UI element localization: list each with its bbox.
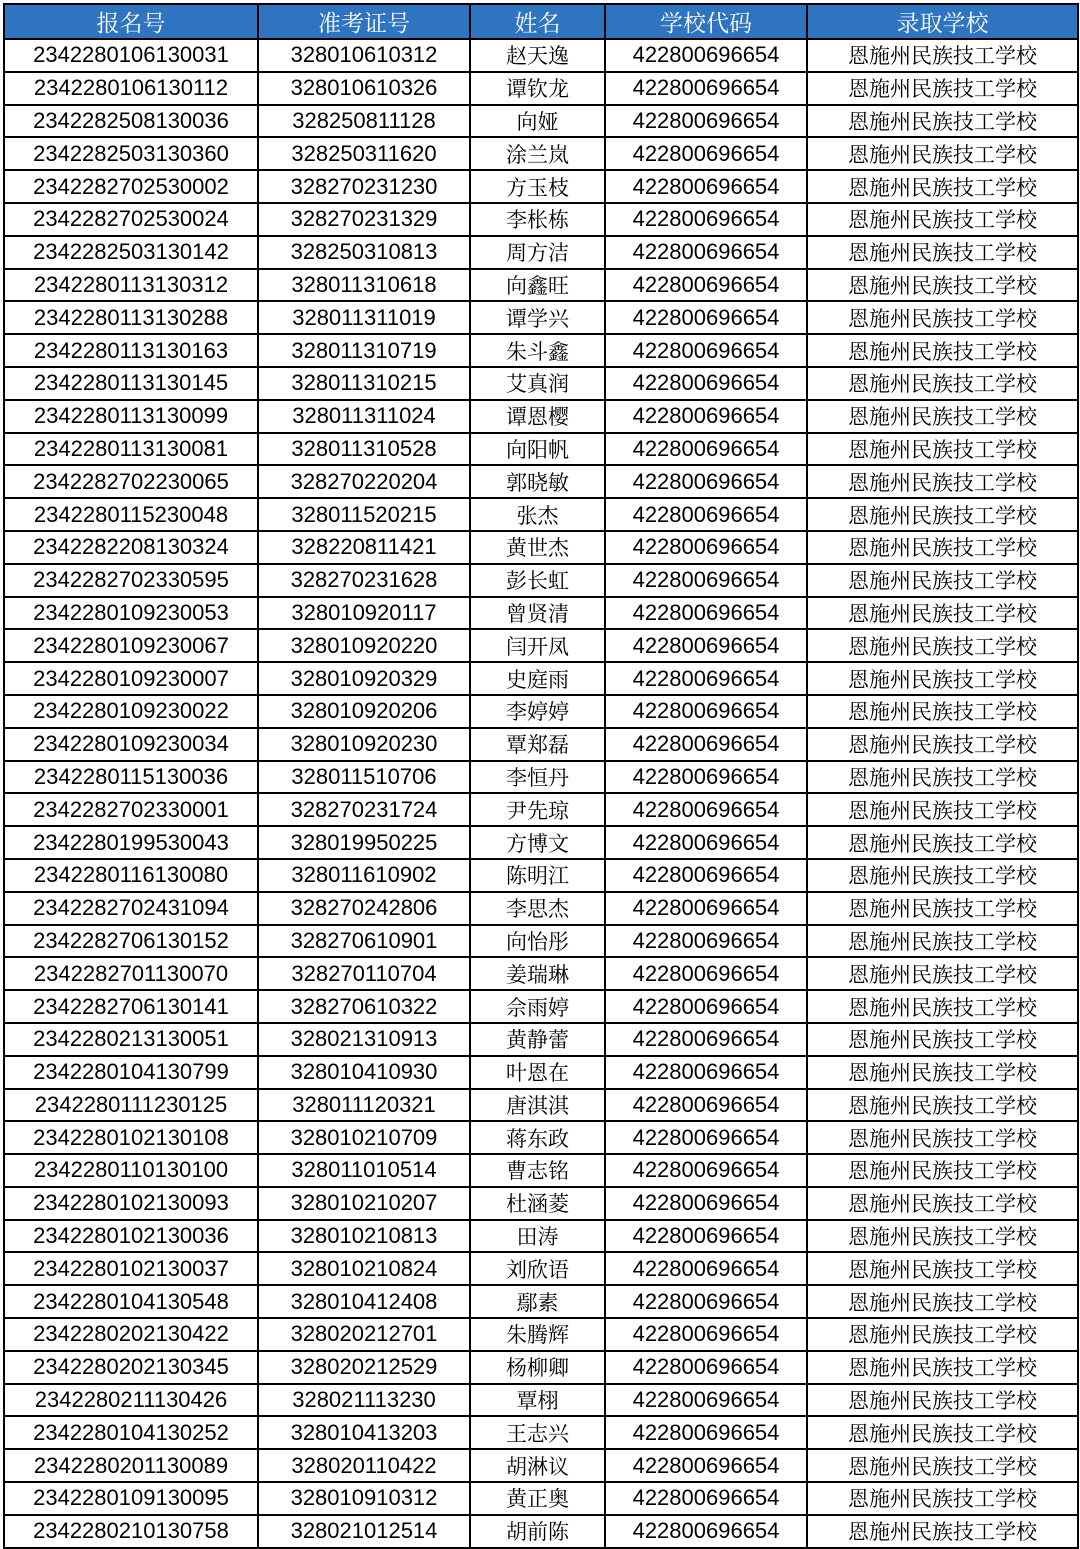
header-name: 姓名 [470,4,605,39]
ticket-number-cell: 328270231230 [258,170,470,203]
table-row [4,170,1078,203]
registration-number-cell: 2342280104130548 [4,1285,258,1318]
school-name-cell: 恩施州民族技工学校 [807,1515,1078,1548]
school-name-cell: 恩施州民族技工学校 [807,137,1078,170]
ticket-number-cell: 328011310719 [258,334,470,367]
student-name-cell: 胡淋议 [470,1449,605,1482]
student-name-cell: 谭恩樱 [470,400,605,433]
registration-number-cell: 2342280109230022 [4,695,258,728]
student-name-cell: 向阳帆 [470,433,605,466]
table-row [4,367,1078,400]
ticket-number-cell: 328011010514 [258,1154,470,1187]
school-code-cell: 422800696654 [605,170,807,203]
student-name-cell: 曾贤清 [470,597,605,630]
school-name-cell: 恩施州民族技工学校 [807,1056,1078,1089]
student-name-cell: 李恒丹 [470,761,605,794]
ticket-number-cell: 328021310913 [258,1023,470,1056]
registration-number-cell: 2342280102130037 [4,1252,258,1285]
school-code-cell: 422800696654 [605,1449,807,1482]
ticket-number-cell: 328011311024 [258,400,470,433]
student-name-cell: 尹先琼 [470,793,605,826]
ticket-number-cell: 328010410930 [258,1056,470,1089]
registration-number-cell: 2342280202130345 [4,1351,258,1384]
table-row [4,1023,1078,1056]
table-row [4,1318,1078,1351]
ticket-number-cell: 328010210709 [258,1121,470,1154]
header-school-code: 学校代码 [605,4,807,39]
school-name-cell: 恩施州民族技工学校 [807,564,1078,597]
school-code-cell: 422800696654 [605,1089,807,1122]
school-code-cell: 422800696654 [605,105,807,138]
student-name-cell: 李婷婷 [470,695,605,728]
table-row [4,433,1078,466]
school-name-cell: 恩施州民族技工学校 [807,662,1078,695]
ticket-number-cell: 328010610326 [258,72,470,105]
school-name-cell: 恩施州民族技工学校 [807,1023,1078,1056]
school-code-cell: 422800696654 [605,1154,807,1187]
header-registration-number: 报名号 [4,4,258,39]
school-name-cell: 恩施州民族技工学校 [807,1449,1078,1482]
admission-table [3,3,1079,1549]
registration-number-cell: 2342282701130070 [4,957,258,990]
table-body [4,39,1078,1548]
registration-number-cell: 2342280115230048 [4,498,258,531]
table-header-row [4,4,1078,39]
school-code-cell: 422800696654 [605,531,807,564]
ticket-number-cell: 328011311019 [258,301,470,334]
student-name-cell: 覃栩 [470,1384,605,1417]
student-name-cell: 王志兴 [470,1416,605,1449]
table-row [4,728,1078,761]
school-code-cell: 422800696654 [605,367,807,400]
registration-number-cell: 2342280213130051 [4,1023,258,1056]
school-name-cell: 恩施州民族技工学校 [807,728,1078,761]
table-row [4,925,1078,958]
ticket-number-cell: 328010610312 [258,39,470,72]
table-row [4,1121,1078,1154]
ticket-number-cell: 328270242806 [258,892,470,925]
table-row [4,301,1078,334]
student-name-cell: 蒋东政 [470,1121,605,1154]
school-name-cell: 恩施州民族技工学校 [807,433,1078,466]
registration-number-cell: 2342280113130145 [4,367,258,400]
ticket-number-cell: 328270610901 [258,925,470,958]
school-code-cell: 422800696654 [605,1220,807,1253]
registration-number-cell: 2342280199530043 [4,826,258,859]
registration-number-cell: 2342282208130324 [4,531,258,564]
school-code-cell: 422800696654 [605,1023,807,1056]
ticket-number-cell: 328250811128 [258,105,470,138]
registration-number-cell: 2342282702230065 [4,465,258,498]
student-name-cell: 艾真润 [470,367,605,400]
ticket-number-cell: 328021113230 [258,1384,470,1417]
table-row [4,957,1078,990]
registration-number-cell: 2342280210130758 [4,1515,258,1548]
table-row [4,1351,1078,1384]
school-code-cell: 422800696654 [605,1056,807,1089]
table-row [4,1416,1078,1449]
school-name-cell: 恩施州民族技工学校 [807,1482,1078,1515]
table-row [4,105,1078,138]
ticket-number-cell: 328021012514 [258,1515,470,1548]
school-code-cell: 422800696654 [605,662,807,695]
ticket-number-cell: 328010412408 [258,1285,470,1318]
registration-number-cell: 2342282503130142 [4,236,258,269]
table-row [4,859,1078,892]
table-row [4,1252,1078,1285]
student-name-cell: 朱腾辉 [470,1318,605,1351]
school-code-cell: 422800696654 [605,1187,807,1220]
ticket-number-cell: 328270231628 [258,564,470,597]
ticket-number-cell: 328011520215 [258,498,470,531]
header-admission-ticket-number: 准考证号 [258,4,470,39]
school-name-cell: 恩施州民族技工学校 [807,761,1078,794]
student-name-cell: 黄静蕾 [470,1023,605,1056]
ticket-number-cell: 328011120321 [258,1089,470,1122]
student-name-cell: 谭学兴 [470,301,605,334]
registration-number-cell: 2342282508130036 [4,105,258,138]
ticket-number-cell: 328270610322 [258,990,470,1023]
school-name-cell: 恩施州民族技工学校 [807,1089,1078,1122]
school-name-cell: 恩施州民族技工学校 [807,892,1078,925]
school-name-cell: 恩施州民族技工学校 [807,957,1078,990]
ticket-number-cell: 328010920117 [258,597,470,630]
registration-number-cell: 2342282702530002 [4,170,258,203]
ticket-number-cell: 328010910312 [258,1482,470,1515]
student-name-cell: 闫开凤 [470,629,605,662]
student-name-cell: 佘雨婷 [470,990,605,1023]
registration-number-cell: 2342280109230007 [4,662,258,695]
registration-number-cell: 2342280109130095 [4,1482,258,1515]
school-code-cell: 422800696654 [605,957,807,990]
table-row [4,1515,1078,1548]
school-name-cell: 恩施州民族技工学校 [807,629,1078,662]
school-name-cell: 恩施州民族技工学校 [807,301,1078,334]
school-code-cell: 422800696654 [605,137,807,170]
school-name-cell: 恩施州民族技工学校 [807,498,1078,531]
registration-number-cell: 2342280201130089 [4,1449,258,1482]
student-name-cell: 陈明江 [470,859,605,892]
school-code-cell: 422800696654 [605,1482,807,1515]
table-row [4,72,1078,105]
school-code-cell: 422800696654 [605,72,807,105]
admission-list [3,3,1077,1549]
school-name-cell: 恩施州民族技工学校 [807,105,1078,138]
student-name-cell: 唐淇淇 [470,1089,605,1122]
student-name-cell: 赵天逸 [470,39,605,72]
registration-number-cell: 2342280116130080 [4,859,258,892]
school-code-cell: 422800696654 [605,695,807,728]
school-name-cell: 恩施州民族技工学校 [807,334,1078,367]
school-name-cell: 恩施州民族技工学校 [807,1220,1078,1253]
table-row [4,203,1078,236]
school-code-cell: 422800696654 [605,301,807,334]
registration-number-cell: 2342280104130799 [4,1056,258,1089]
student-name-cell: 向怡彤 [470,925,605,958]
table-row [4,1482,1078,1515]
school-code-cell: 422800696654 [605,1384,807,1417]
school-name-cell: 恩施州民族技工学校 [807,367,1078,400]
registration-number-cell: 2342280113130099 [4,400,258,433]
school-code-cell: 422800696654 [605,1515,807,1548]
ticket-number-cell: 328270231329 [258,203,470,236]
school-code-cell: 422800696654 [605,1121,807,1154]
table-row [4,1089,1078,1122]
school-code-cell: 422800696654 [605,1285,807,1318]
table-row [4,761,1078,794]
registration-number-cell: 2342282702330595 [4,564,258,597]
ticket-number-cell: 328010920220 [258,629,470,662]
school-code-cell: 422800696654 [605,203,807,236]
ticket-number-cell: 328020212529 [258,1351,470,1384]
ticket-number-cell: 328011310528 [258,433,470,466]
school-code-cell: 422800696654 [605,892,807,925]
table-row [4,597,1078,630]
school-name-cell: 恩施州民族技工学校 [807,1351,1078,1384]
student-name-cell: 李思杰 [470,892,605,925]
school-code-cell: 422800696654 [605,1252,807,1285]
student-name-cell: 周方洁 [470,236,605,269]
school-name-cell: 恩施州民族技工学校 [807,695,1078,728]
school-code-cell: 422800696654 [605,1351,807,1384]
student-name-cell: 胡前陈 [470,1515,605,1548]
student-name-cell: 姜瑞琳 [470,957,605,990]
student-name-cell: 杜涵菱 [470,1187,605,1220]
ticket-number-cell: 328011610902 [258,859,470,892]
student-name-cell: 田涛 [470,1220,605,1253]
ticket-number-cell: 328010920329 [258,662,470,695]
table-row [4,1449,1078,1482]
school-name-cell: 恩施州民族技工学校 [807,1384,1078,1417]
school-name-cell: 恩施州民族技工学校 [807,793,1078,826]
student-name-cell: 史庭雨 [470,662,605,695]
table-row [4,137,1078,170]
student-name-cell: 谭钦龙 [470,72,605,105]
school-code-cell: 422800696654 [605,761,807,794]
table-row [4,662,1078,695]
student-name-cell: 方博文 [470,826,605,859]
school-code-cell: 422800696654 [605,990,807,1023]
student-name-cell: 朱斗鑫 [470,334,605,367]
school-name-cell: 恩施州民族技工学校 [807,826,1078,859]
ticket-number-cell: 328010210207 [258,1187,470,1220]
student-name-cell: 鄢素 [470,1285,605,1318]
school-code-cell: 422800696654 [605,39,807,72]
student-name-cell: 郭晓敏 [470,465,605,498]
student-name-cell: 涂兰岚 [470,137,605,170]
registration-number-cell: 2342280102130108 [4,1121,258,1154]
table-row [4,1384,1078,1417]
school-code-cell: 422800696654 [605,728,807,761]
registration-number-cell: 2342280102130036 [4,1220,258,1253]
student-name-cell: 彭长虹 [470,564,605,597]
registration-number-cell: 2342280113130163 [4,334,258,367]
table-row [4,400,1078,433]
ticket-number-cell: 328010920206 [258,695,470,728]
school-code-cell: 422800696654 [605,498,807,531]
student-name-cell: 杨柳卿 [470,1351,605,1384]
registration-number-cell: 2342282706130152 [4,925,258,958]
school-name-cell: 恩施州民族技工学校 [807,39,1078,72]
ticket-number-cell: 328270110704 [258,957,470,990]
school-name-cell: 恩施州民族技工学校 [807,1154,1078,1187]
registration-number-cell: 2342280106130031 [4,39,258,72]
ticket-number-cell: 328011310215 [258,367,470,400]
registration-number-cell: 2342280211130426 [4,1384,258,1417]
registration-number-cell: 2342280104130252 [4,1416,258,1449]
school-name-cell: 恩施州民族技工学校 [807,203,1078,236]
ticket-number-cell: 328270231724 [258,793,470,826]
student-name-cell: 叶恩在 [470,1056,605,1089]
table-row [4,1285,1078,1318]
school-name-cell: 恩施州民族技工学校 [807,170,1078,203]
ticket-number-cell: 328250310813 [258,236,470,269]
ticket-number-cell: 328010413203 [258,1416,470,1449]
table-row [4,629,1078,662]
ticket-number-cell: 328019950225 [258,826,470,859]
registration-number-cell: 2342282702330001 [4,793,258,826]
ticket-number-cell: 328020110422 [258,1449,470,1482]
student-name-cell: 覃郑磊 [470,728,605,761]
table-row [4,1154,1078,1187]
table-row [4,531,1078,564]
registration-number-cell: 2342280109230067 [4,629,258,662]
school-code-cell: 422800696654 [605,334,807,367]
school-name-cell: 恩施州民族技工学校 [807,465,1078,498]
student-name-cell: 方玉枝 [470,170,605,203]
registration-number-cell: 2342280111230125 [4,1089,258,1122]
school-code-cell: 422800696654 [605,793,807,826]
registration-number-cell: 2342280110130100 [4,1154,258,1187]
registration-number-cell: 2342282706130141 [4,990,258,1023]
school-name-cell: 恩施州民族技工学校 [807,1416,1078,1449]
registration-number-cell: 2342282702530024 [4,203,258,236]
ticket-number-cell: 328010920230 [258,728,470,761]
registration-number-cell: 2342280202130422 [4,1318,258,1351]
table-row [4,990,1078,1023]
registration-number-cell: 2342280113130081 [4,433,258,466]
table-row [4,564,1078,597]
table-row [4,1056,1078,1089]
table-row [4,465,1078,498]
student-name-cell: 刘欣语 [470,1252,605,1285]
header-admitted-school: 录取学校 [807,4,1078,39]
school-code-cell: 422800696654 [605,465,807,498]
table-row [4,269,1078,302]
registration-number-cell: 2342280113130312 [4,269,258,302]
table-row [4,1220,1078,1253]
ticket-number-cell: 328011310618 [258,269,470,302]
school-name-cell: 恩施州民族技工学校 [807,72,1078,105]
school-code-cell: 422800696654 [605,400,807,433]
student-name-cell: 张杰 [470,498,605,531]
school-code-cell: 422800696654 [605,597,807,630]
school-code-cell: 422800696654 [605,269,807,302]
table-row [4,1187,1078,1220]
ticket-number-cell: 328250311620 [258,137,470,170]
school-name-cell: 恩施州民族技工学校 [807,1121,1078,1154]
table-row [4,334,1078,367]
ticket-number-cell: 328010210813 [258,1220,470,1253]
registration-number-cell: 2342282702431094 [4,892,258,925]
school-name-cell: 恩施州民族技工学校 [807,236,1078,269]
ticket-number-cell: 328270220204 [258,465,470,498]
school-code-cell: 422800696654 [605,564,807,597]
registration-number-cell: 2342282503130360 [4,137,258,170]
school-code-cell: 422800696654 [605,433,807,466]
school-name-cell: 恩施州民族技工学校 [807,1252,1078,1285]
school-code-cell: 422800696654 [605,826,807,859]
registration-number-cell: 2342280102130093 [4,1187,258,1220]
student-name-cell: 黄正奥 [470,1482,605,1515]
registration-number-cell: 2342280109230053 [4,597,258,630]
school-code-cell: 422800696654 [605,1318,807,1351]
table-row [4,695,1078,728]
school-code-cell: 422800696654 [605,925,807,958]
table-row [4,793,1078,826]
registration-number-cell: 2342280115130036 [4,761,258,794]
school-name-cell: 恩施州民族技工学校 [807,925,1078,958]
ticket-number-cell: 328020212701 [258,1318,470,1351]
school-code-cell: 422800696654 [605,629,807,662]
table-row [4,236,1078,269]
school-name-cell: 恩施州民族技工学校 [807,531,1078,564]
student-name-cell: 向娅 [470,105,605,138]
student-name-cell: 向鑫旺 [470,269,605,302]
school-name-cell: 恩施州民族技工学校 [807,1187,1078,1220]
registration-number-cell: 2342280113130288 [4,301,258,334]
registration-number-cell: 2342280109230034 [4,728,258,761]
school-name-cell: 恩施州民族技工学校 [807,1318,1078,1351]
school-code-cell: 422800696654 [605,1416,807,1449]
table-row [4,39,1078,72]
student-name-cell: 曹志铭 [470,1154,605,1187]
student-name-cell: 李枨栋 [470,203,605,236]
table-row [4,826,1078,859]
school-name-cell: 恩施州民族技工学校 [807,990,1078,1023]
table-row [4,892,1078,925]
ticket-number-cell: 328220811421 [258,531,470,564]
table-row [4,498,1078,531]
school-code-cell: 422800696654 [605,236,807,269]
ticket-number-cell: 328010210824 [258,1252,470,1285]
school-name-cell: 恩施州民族技工学校 [807,269,1078,302]
student-name-cell: 黄世杰 [470,531,605,564]
school-name-cell: 恩施州民族技工学校 [807,400,1078,433]
school-name-cell: 恩施州民族技工学校 [807,1285,1078,1318]
ticket-number-cell: 328011510706 [258,761,470,794]
school-name-cell: 恩施州民族技工学校 [807,859,1078,892]
school-code-cell: 422800696654 [605,859,807,892]
school-name-cell: 恩施州民族技工学校 [807,597,1078,630]
registration-number-cell: 2342280106130112 [4,72,258,105]
